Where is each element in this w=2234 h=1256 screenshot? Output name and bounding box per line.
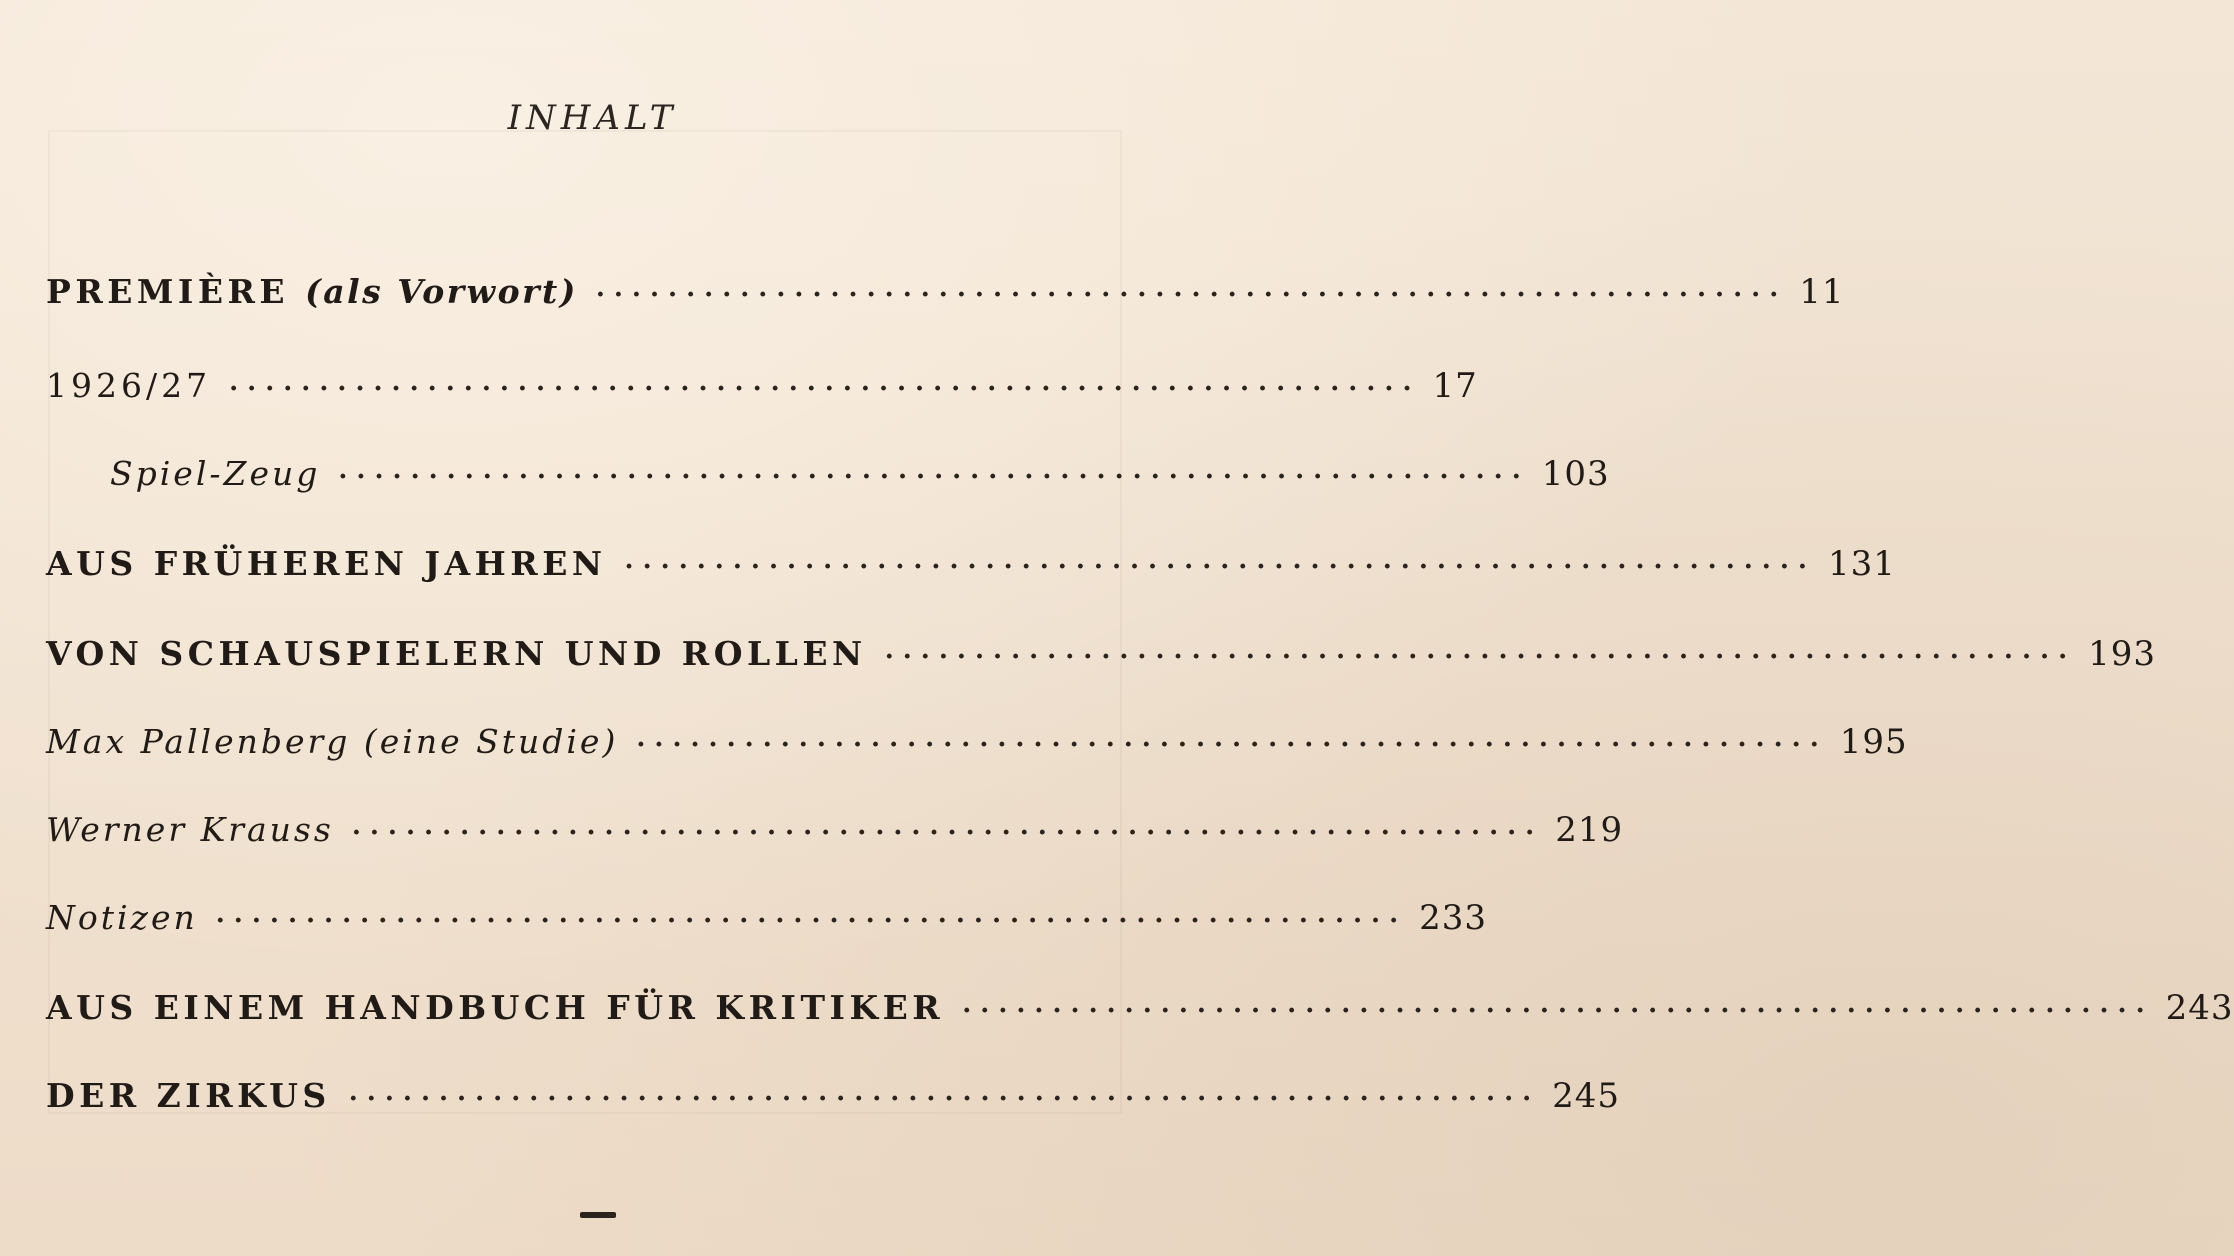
dot-leader: ·································································· — [624, 552, 1816, 582]
toc-page-number: 219 — [1555, 810, 1624, 850]
toc-entry — [46, 722, 1908, 778]
page-title: INHALT — [507, 98, 678, 138]
toc-entry-title: VON SCHAUSPIELERN UND ROLLEN — [46, 634, 867, 673]
toc-entry — [46, 810, 1624, 866]
toc-entry-title: AUS FRÜHEREN JAHREN — [46, 544, 607, 583]
toc-entry-title: Notizen — [46, 898, 198, 937]
toc-page-number: 195 — [1839, 722, 1908, 762]
dot-leader: ·································································· — [962, 996, 2154, 1026]
toc-entry-title: Werner Krauss — [46, 810, 334, 849]
toc-entry-title: 1926/27 — [46, 366, 212, 405]
toc-entry-title: AUS EINEM HANDBUCH FÜR KRITIKER — [46, 988, 945, 1027]
toc-entry-subtitle: (als Vorwort) — [305, 272, 578, 311]
toc-entry — [110, 454, 1610, 510]
toc-entry — [46, 1076, 1621, 1132]
dot-leader: ·································································· — [595, 280, 1788, 310]
toc-page-number: 193 — [2088, 634, 2157, 674]
toc-entry-title: PREMIÈRE (als Vorwort) — [46, 272, 578, 311]
dot-leader: ·································································· — [884, 642, 2077, 672]
toc-page-number: 245 — [1552, 1076, 1621, 1116]
toc-page-number: 103 — [1541, 454, 1610, 494]
toc-page-number: 11 — [1799, 272, 1845, 312]
toc-entry — [46, 634, 2157, 690]
dot-leader: ·································································· — [348, 1084, 1541, 1114]
toc-entry-title: Spiel-Zeug — [110, 454, 321, 493]
toc-entry — [46, 898, 1488, 954]
toc-entry — [46, 988, 2234, 1044]
toc-page-number: 233 — [1419, 898, 1488, 938]
toc-page-number: 17 — [1432, 366, 1478, 406]
toc-entry-title: Max Pallenberg (eine Studie) — [46, 722, 619, 761]
dot-leader: ·································································· — [229, 374, 1421, 404]
toc-entry — [46, 366, 1478, 422]
footer-mark — [580, 1212, 616, 1218]
dot-leader: ·································································· — [636, 730, 1828, 760]
toc-entry-title: DER ZIRKUS — [46, 1076, 331, 1115]
toc-page-number: 131 — [1827, 544, 1896, 584]
toc-entry — [46, 544, 1896, 600]
dot-leader: ·································································· — [215, 906, 1408, 936]
dot-leader: ·································································· — [351, 818, 1544, 848]
toc-page-number: 243 — [2165, 988, 2234, 1028]
toc-entry — [46, 272, 1845, 328]
dot-leader: ·································································· — [338, 462, 1530, 492]
